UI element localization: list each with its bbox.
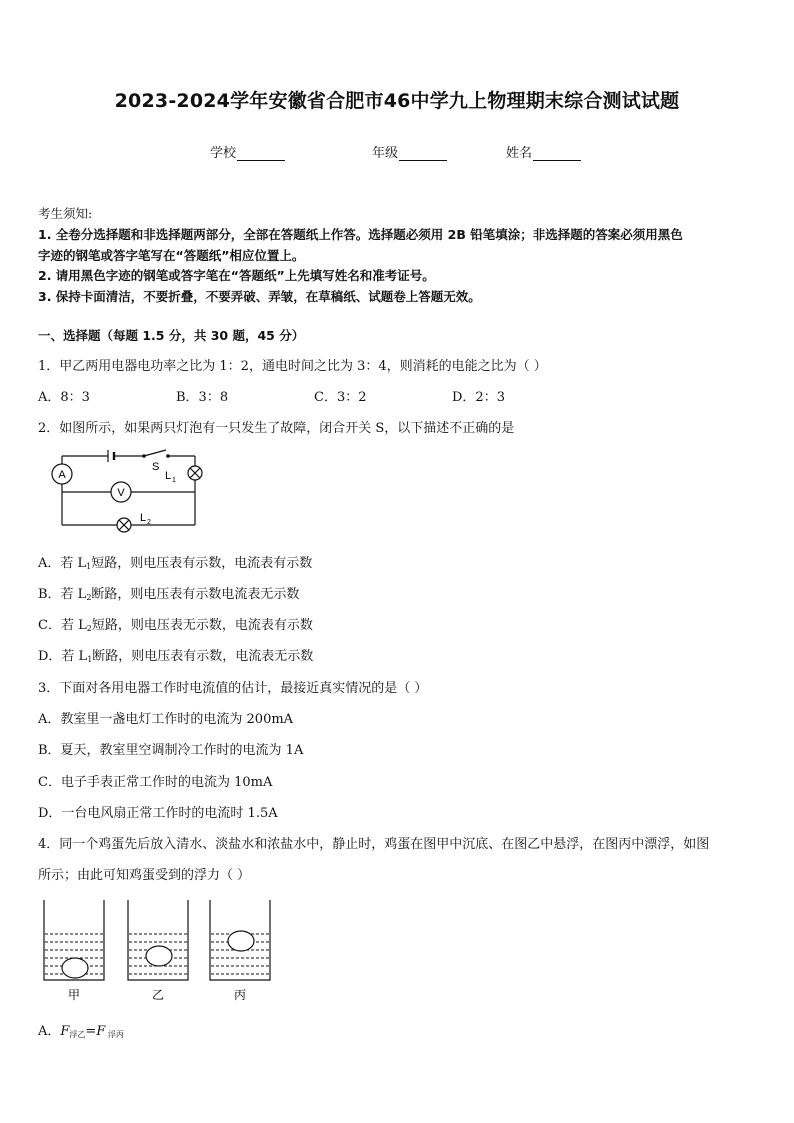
- lamp1-label: L: [165, 470, 172, 482]
- egg-yi: [146, 946, 172, 966]
- question-4-stem-cont: 所示；由此可知鸡蛋受到的浮力（ ）: [38, 868, 251, 883]
- force-symbol-1: F: [60, 1024, 70, 1039]
- notice-item-3: 3. 保持卡面清洁，不要折叠，不要弄破、弄皱，在草稿纸、试题卷上答题无效。: [38, 289, 481, 304]
- name-field: [506, 142, 581, 161]
- ammeter-label: A: [58, 469, 66, 481]
- egg-jia: [62, 958, 88, 978]
- option-b-text: 断路，则电压表有示数电流表无示数: [91, 587, 300, 602]
- switch-label: S: [152, 461, 160, 473]
- option-a-subscript: 1: [86, 562, 92, 571]
- option-b-subscript: 2: [86, 593, 92, 602]
- school-blank: [237, 146, 285, 161]
- notice-heading: 考生须知:: [38, 206, 93, 221]
- question-1-option-a: A．8：3: [38, 390, 90, 405]
- question-4-stem: 4．同一个鸡蛋先后放入清水、淡盐水和浓盐水中，静止时，鸡蛋在图甲中沉底、在图乙中悬浮，在图丙中漂浮，如图: [38, 837, 710, 852]
- beaker-label-yi: 乙: [151, 988, 165, 1002]
- option-a-text: 短路，则电压表有示数，电流表有示数: [91, 556, 313, 571]
- equals-sign: =: [85, 1024, 97, 1039]
- option-a-prefix: A．若 L: [38, 556, 87, 571]
- question-1-option-c: C．3：2: [314, 390, 367, 405]
- lamp2-label: L: [140, 512, 147, 524]
- grade-field: [372, 142, 447, 161]
- section-heading: 一、选择题（每题 1.5 分，共 30 题，45 分）: [38, 328, 305, 343]
- question-1-stem: 1．甲乙两用电器电功率之比为 1：2，通电时间之比为 3：4，则消耗的电能之比为（ ）: [38, 359, 547, 374]
- school-label: 学校: [210, 146, 237, 161]
- option-d-prefix: D．若 L: [38, 649, 88, 664]
- grade-label: 年级: [372, 146, 399, 161]
- option-c-prefix: C．若 L: [38, 618, 87, 633]
- beaker-label-bing: 丙: [233, 988, 247, 1002]
- page-title: 2023-2024学年安徽省合肥市46中学九上物理期末综合测试试题: [114, 90, 680, 112]
- lamp2-subscript: 2: [147, 519, 151, 526]
- beakers-figure: [38, 896, 278, 1004]
- question-2-option-c: [38, 614, 313, 633]
- notice-item-1-cont: 字迹的钢笔或答字笔写在“答题纸”相应位置上。: [38, 248, 305, 263]
- question-2-option-d: [38, 645, 313, 664]
- question-2-option-b: [38, 583, 299, 602]
- question-3-option-c: C．电子手表正常工作时的电流为 10mA: [38, 775, 273, 790]
- voltmeter-label: V: [117, 487, 125, 499]
- egg-bing: [228, 931, 254, 951]
- question-3-option-a: A．教室里一盏电灯工作时的电流为 200mA: [38, 712, 294, 727]
- school-field: [210, 142, 285, 161]
- question-3-stem: 3．下面对各用电器工作时电流值的估计，最接近真实情况的是（ ）: [38, 681, 428, 696]
- option-c-text: 短路，则电压表无示数，电流表有示数: [91, 618, 313, 633]
- question-1-option-b: B．3：8: [176, 390, 229, 405]
- beaker-label-jia: 甲: [67, 988, 81, 1002]
- name-blank: [533, 146, 581, 161]
- force-subscript-1: 浮乙: [69, 1030, 86, 1039]
- force-symbol-2: F: [96, 1024, 106, 1039]
- circuit-diagram: [40, 442, 210, 534]
- notice-item-1: 1. 全卷分选择题和非选择题两部分，全部在答题纸上作答。选择题必须用 2B 铅笔填涂；非选择题的答案必须用黑色: [38, 227, 683, 242]
- grade-blank: [399, 146, 447, 161]
- question-3-option-b: B．夏天，教室里空调制冷工作时的电流为 1A: [38, 743, 304, 758]
- name-label: 姓名: [506, 146, 533, 161]
- option-b-prefix: B．若 L: [38, 587, 87, 602]
- question-2-stem: 2．如图所示，如果两只灯泡有一只发生了故障，闭合开关 S，以下描述不正确的是: [38, 421, 515, 436]
- question-3-option-d: D．一台电风扇正常工作时的电流时 1.5A: [38, 806, 278, 821]
- question-1-option-d: D．2：3: [452, 390, 505, 405]
- question-2-option-a: [38, 552, 312, 571]
- option-c-subscript: 2: [86, 624, 92, 633]
- lamp1-subscript: 1: [172, 477, 176, 484]
- notice-item-2: 2. 请用黑色字迹的钢笔或答字笔在“答题纸”上先填写姓名和准考证号。: [38, 268, 435, 283]
- option-d-subscript: 1: [87, 655, 93, 664]
- force-subscript-2: 浮丙: [105, 1030, 124, 1039]
- option-d-text: 断路，则电压表有示数，电流表无示数: [92, 649, 314, 664]
- question-4-option-a: [38, 1020, 124, 1040]
- option-a-prefix: A．: [38, 1024, 61, 1039]
